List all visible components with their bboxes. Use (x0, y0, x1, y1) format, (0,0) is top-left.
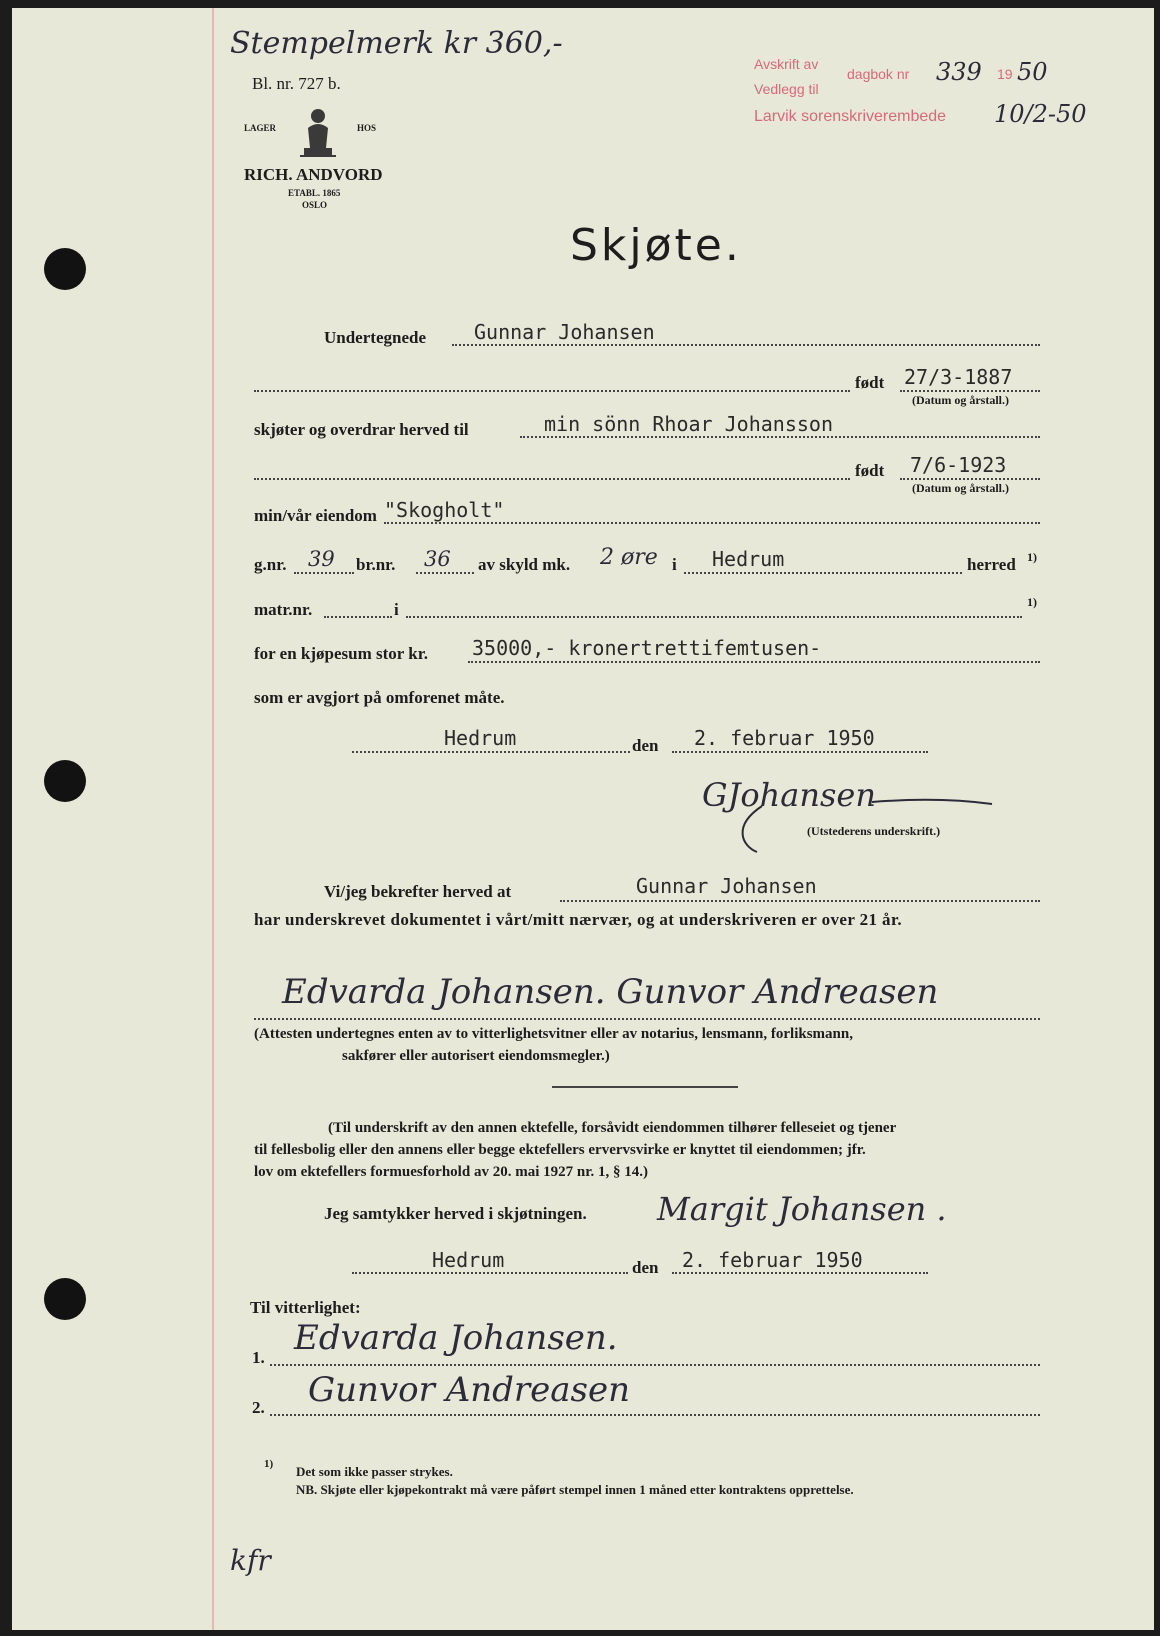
price-label: for en kjøpesum stor kr. (254, 644, 428, 663)
spouse-note-3: lov om ektefellers formuesforhold av 20. mai 1927 nr. 1, § 14.) (254, 1164, 648, 1180)
herred-label: herred (967, 555, 1016, 574)
bnr-value: 36 (424, 547, 451, 571)
supplier-right-label: HOS (357, 123, 377, 133)
born-label: født (855, 373, 885, 392)
witness-signature-2: Gunvor Andreasen (308, 1370, 631, 1410)
dotted-line (270, 1364, 1040, 1366)
attestation-note-1: (Attesten undertegnes enten av to vitterlighetsvitner eller av notarius, lensmann, forliksmann, (254, 1026, 853, 1042)
consent-place: Hedrum (432, 1248, 505, 1272)
dotted-line (672, 751, 928, 753)
dotted-line (672, 1272, 928, 1274)
skyld-label: av skyld mk. (478, 555, 571, 574)
journal-number: 339 (936, 58, 982, 86)
dotted-line (254, 1018, 1040, 1020)
dotted-line (684, 572, 962, 574)
stamp-year-prefix: 19 (997, 66, 1013, 82)
gnr-label: g.nr. (254, 555, 287, 574)
deed-date: 2. februar 1950 (694, 726, 875, 750)
dotted-line (294, 572, 354, 574)
supplier-left-label: LAGER (244, 123, 277, 133)
stamp-year: 50 (1017, 58, 1048, 86)
supplier-logo-icon (296, 106, 340, 160)
attestation-note-2: sakfører eller autorisert eiendomsmegler.) (342, 1048, 610, 1064)
dotted-line (254, 390, 850, 392)
dotted-line (900, 390, 1040, 392)
consent-signature: Margit Johansen . (657, 1190, 947, 1228)
matr-label: matr.nr. (254, 600, 313, 619)
spouse-note-1: (Til underskrift av den annen ektefelle, forsåvidt eiendommen tilhører felleseiet og tjener (328, 1120, 897, 1136)
clerk-initials: kfr (230, 1544, 271, 1577)
consent-text: Jeg samtykker herved i skjøtningen. (324, 1204, 587, 1223)
form-number: Bl. nr. 727 b. (252, 74, 341, 93)
issuer-caption: (Utstederens underskrift.) (807, 824, 941, 838)
date-hint: (Datum og årstall.) (912, 481, 1009, 495)
den-label: den (632, 1258, 659, 1277)
supplier-name: RICH. ANDVORD (244, 165, 383, 184)
supplier-city: OSLO (302, 200, 328, 210)
transfer-label: skjøter og overdrar herved til (254, 420, 469, 439)
confirm-label: Vi/jeg bekrefter herved at (324, 882, 512, 901)
supplier-established: ETABL. 1865 (288, 188, 341, 198)
skyld-value: 2 øre (600, 545, 658, 570)
dotted-line (270, 1414, 1040, 1416)
footnote-ref: 1) (1027, 550, 1037, 564)
dotted-line (416, 572, 474, 574)
stamp-duty-note: Stempelmerk kr 360,- (230, 26, 563, 61)
i-label: i (394, 600, 399, 619)
den-label: den (632, 736, 659, 755)
dotted-line (520, 436, 1040, 438)
date-hint: (Datum og årstall.) (912, 393, 1009, 407)
punch-hole (44, 760, 86, 802)
spouse-note-2: til fellesbolig eller den annens eller begge ektefellers ervervsvirke er knyttet til eiendommen; jfr. (254, 1142, 866, 1158)
dotted-line (384, 522, 1040, 524)
confirm-name: Gunnar Johansen (636, 874, 817, 898)
divider (552, 1086, 738, 1088)
deed-place: Hedrum (444, 726, 517, 750)
born-label: født (855, 461, 885, 480)
witness-label: Til vitterlighet: (250, 1298, 361, 1317)
confirm-text: har underskrevet dokumentet i vårt/mitt nærvær, og at underskriveren er over 21 år. (254, 910, 902, 929)
footnote-ref: 1) (1027, 595, 1037, 609)
footnote-2: NB. Skjøte eller kjøpekontrakt må være påført stempel innen 1 måned etter kontraktens opprettelse. (296, 1482, 854, 1497)
stamp-line-1b: dagbok nr (847, 66, 910, 82)
purchase-price: 35000,- kronertrettifemtusen- (472, 636, 822, 660)
agreed-text: som er avgjort på omforenet måte. (254, 688, 505, 707)
buyer-birth-date: 7/6-1923 (910, 453, 1007, 477)
dotted-line (406, 616, 1022, 618)
dotted-line (324, 616, 392, 618)
municipality: Hedrum (712, 547, 785, 571)
footnote-1: Det som ikke passer strykes. (296, 1464, 453, 1479)
buyer-name: min sönn Rhoar Johansson (544, 412, 833, 436)
stamp-date: 10/2-50 (994, 100, 1087, 128)
stamp-line-1: Avskrift av (754, 56, 819, 72)
witness-signature-1: Edvarda Johansen. (294, 1318, 618, 1358)
dotted-line (452, 344, 1040, 346)
dotted-line (468, 661, 1040, 663)
margin-rule (212, 8, 214, 1630)
property-label: min/vår eiendom (254, 506, 377, 525)
undersigned-label: Undertegnede (324, 328, 426, 347)
issuer-signature: GJohansen (702, 776, 876, 814)
seller-name: Gunnar Johansen (474, 320, 655, 344)
dotted-line (560, 900, 1040, 902)
deed-document (12, 8, 1154, 1630)
witness-number-1: 1. (252, 1348, 265, 1367)
witness-signatures: Edvarda Johansen. Gunvor Andreasen (282, 972, 939, 1012)
dotted-line (900, 478, 1040, 480)
bnr-label: br.nr. (356, 555, 396, 574)
footnote-mark: 1) (264, 1458, 274, 1470)
stamp-line-2: Vedlegg til (754, 81, 819, 97)
punch-hole (44, 248, 86, 290)
stamp-office: Larvik sorenskriverembede (754, 108, 947, 125)
dotted-line (352, 751, 630, 753)
document-title: Skjøte. (570, 220, 742, 271)
dotted-line (352, 1272, 628, 1274)
punch-hole (44, 1278, 86, 1320)
property-name: "Skogholt" (384, 498, 505, 522)
witness-number-2: 2. (252, 1398, 265, 1417)
gnr-value: 39 (308, 547, 335, 571)
signature-flourish (702, 786, 1002, 858)
i-label: i (672, 555, 677, 574)
seller-birth-date: 27/3-1887 (904, 365, 1013, 389)
dotted-line (254, 478, 850, 480)
consent-date: 2. februar 1950 (682, 1248, 863, 1272)
